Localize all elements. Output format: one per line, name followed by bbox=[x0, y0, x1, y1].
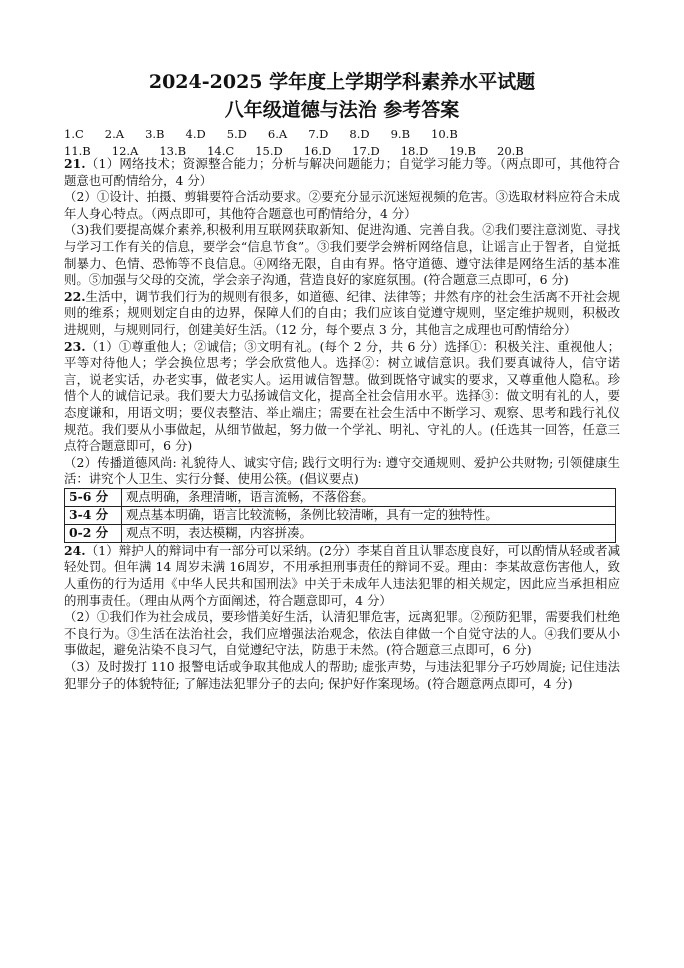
rubric-level: 5-6 分 bbox=[65, 488, 122, 506]
choice-answer: 5.D bbox=[226, 127, 247, 141]
rubric-description: 观点基本明确，语言比较流畅，条例比较清晰，具有一定的独特性。 bbox=[122, 506, 616, 524]
choice-answer: 17.D bbox=[352, 144, 380, 158]
choice-answer: 19.B bbox=[449, 144, 476, 158]
q21-part1: 21.（1）网络技术；资源整合能力；分析与解决问题能力；自觉学习能力等。（两点即可，其他符合题意也可酌情给分，4 分） bbox=[64, 156, 620, 188]
q22-answer: 22.生活中，调节我们行为的规则有很多，如道德、纪律、法律等；井然有序的社会生活离不开社会规则的维系；规则划定自由的边界，保障人们的自由；我们应该自觉遵守规则，坚定维护规则，积极改进规则，与规则同行，创建美好生活。（12 分，每个要点 3 分，其他言之成理也可酌情给分） bbox=[64, 288, 620, 337]
q23-part1: 23.（1）①尊重他人；②诚信；③文明有礼。(每个 2 分，共 6 分）选择①：积极关注、重视他人；平等对待他人；学会换位思考；学会欣赏他人。选择②：树立诚信意识。我们要真诚待人，信守诺言，说老实话，办老实事，做老实人。运用诚信智慧。做到既恪守诚实的要求，又尊重他人隐私。珍惜个人的诚信记录。我们要大力弘扬诚信文化，提高全社会信用水平。选择③：做文明有礼的人，要态度谦和，用语文明；要仪表整洁、举止端庄；需要在社会生活中不断学习、观察、思考和践行礼仪规范。我们要从小事做起，从细节做起，努力做一个学礼、明礼、守礼的人。(任选其一回答，任意三点符合题意即可，6 分) bbox=[64, 338, 620, 454]
question-number: 22. bbox=[64, 288, 86, 304]
exam-subtitle: 八年级道德与法治 参考答案 bbox=[224, 99, 460, 121]
exam-title: 2024-2025 学年度上学期学科素养水平试题 bbox=[148, 71, 536, 93]
choice-answer: 18.D bbox=[400, 144, 429, 158]
question-number: 23. bbox=[64, 338, 86, 354]
q23-part2: （2）传播道德风尚: 礼貌待人、诚实守信; 践行文明行为: 遵守交通规则、爱护公共财物; 引领健康生活：讲究个人卫生、实行分餐、使用公筷。(倡议要点) bbox=[64, 454, 620, 487]
choice-answer: 4.D bbox=[185, 127, 206, 141]
scoring-rubric-table bbox=[64, 488, 616, 543]
choice-answer: 7.D bbox=[308, 127, 329, 141]
table-row bbox=[65, 524, 616, 542]
rubric-description: 观点不明，表达模糊，内容拼凑。 bbox=[122, 524, 616, 542]
choice-answer: 13.B bbox=[159, 144, 187, 158]
choice-answer: 1.C bbox=[64, 127, 84, 141]
rubric-description: 观点明确，条理清晰，语言流畅，不落俗套。 bbox=[122, 488, 616, 506]
q24-part1: 24.（1）辩护人的辩词中有一部分可以采纳。(2分）李某自首且认罪态度良好，可以酌情从轻或者减轻处罚。但年满 14 周岁未满 16周岁，不用承担刑事责任的辩词不妥。理由：李某故意伤害他人，致人重伤的行为适用《中华人民共和国刑法》中关于未成年人违法犯罪的相关规定，因此应当承担相应的刑事责任。（理由从两个方面阐述，符合题意即可，4 分） bbox=[64, 542, 620, 608]
choice-answer: 16.D bbox=[303, 144, 332, 158]
choice-answer: 15.D bbox=[255, 144, 283, 158]
choice-answer: 3.B bbox=[145, 127, 165, 141]
question-number: 24. bbox=[64, 542, 86, 558]
rubric-level: 3-4 分 bbox=[65, 506, 122, 524]
choice-answers-row-1 bbox=[64, 126, 479, 143]
rubric-level: 0-2 分 bbox=[65, 524, 122, 542]
choice-answer: 10.B bbox=[431, 127, 458, 141]
choice-answer: 20.B bbox=[497, 144, 524, 158]
q24-part2: （2）①我们作为社会成员，要珍惜美好生活，认清犯罪危害，远离犯罪。②预防犯罪，需要我们杜绝不良行为。③生活在法治社会，我们应增强法治观念，依法自律做一个自觉守法的人。④我们要从小事做起，避免沾染不良习气，自觉遵纪守法，防患于未然。(符合题意三点即可，6 分) bbox=[64, 609, 620, 658]
choice-answer: 14.C bbox=[207, 144, 235, 158]
table-row bbox=[65, 488, 616, 506]
choice-answer: 6.A bbox=[267, 127, 288, 141]
question-number: 21. bbox=[64, 156, 86, 171]
choice-answer: 8.D bbox=[349, 127, 370, 141]
choice-answer: 11.B bbox=[64, 144, 91, 158]
table-row bbox=[65, 506, 616, 524]
q21-part3: （3)我们要提高媒介素养,积极利用互联网获取新知、促进沟通、完善自我。②我们要注意浏览、寻找与学习工作有关的信息，要学会“信息节食”。③我们要学会辨析网络信息，让谣言止于智者，自觉抵制暴力、色情、恐怖等不良信息。④网络无限，自由有界。恪守道德、遵守法律是网络生活的基本准则。⑤加强与父母的交流，学会亲子沟通，营造良好的家庭氛围。(符合题意三点即可，6 分) bbox=[64, 222, 620, 288]
choice-answer: 12.A bbox=[111, 144, 139, 158]
answer-body bbox=[64, 156, 620, 692]
choice-answer: 2.A bbox=[104, 127, 125, 141]
q24-part3: （3）及时拨打 110 报警电话或争取其他成人的帮助; 虚张声势，与违法犯罪分子巧妙周旋; 记住违法犯罪分子的体貌特征; 了解违法犯罪分子的去向; 保护好作案现场。(符合题意两点即可，4 分) bbox=[64, 659, 620, 691]
q21-part2: （2）①设计、拍摄、剪辑要符合活动要求。②要充分显示沉迷短视频的危害。③选取材料应符合未成年人身心特点。（两点即可，其他符合题意也可酌情给分，4 分） bbox=[64, 189, 620, 221]
choice-answer: 9.B bbox=[390, 127, 411, 141]
